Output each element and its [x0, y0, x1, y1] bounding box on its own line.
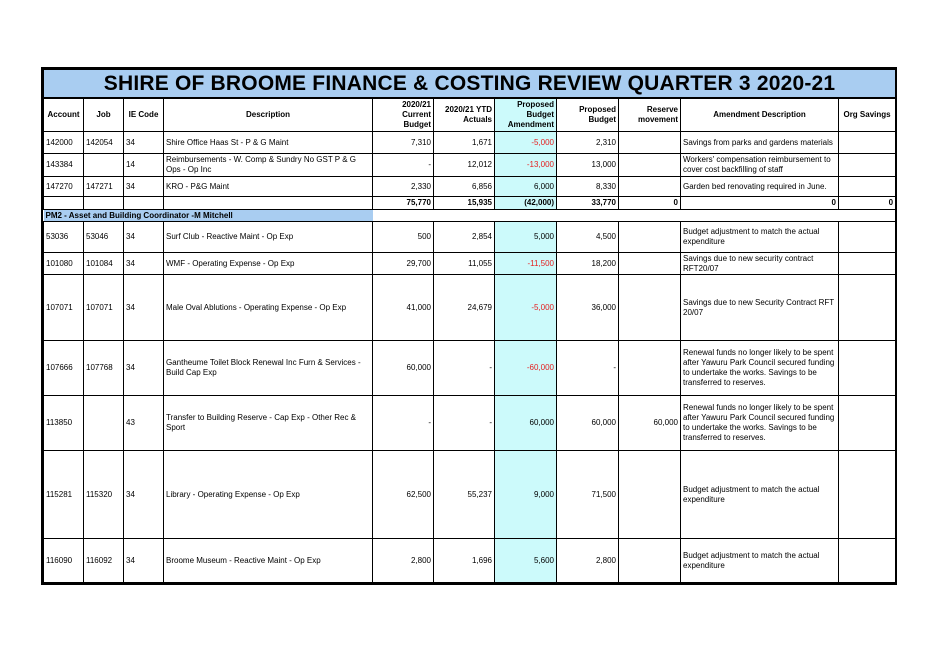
cell-ie-code: 34: [124, 451, 164, 539]
section-header-row: [44, 210, 896, 222]
header-proposed-budget: Proposed Budget: [557, 98, 619, 132]
cell-description: Broome Museum - Reactive Maint - Op Exp: [164, 539, 373, 583]
cell-reserve: [619, 275, 681, 341]
cell-amendment-description: Renewal funds no longer likely to be spent after Yawuru Park Council secured funding to undertake the works. Savings to be transferred to reserves.: [681, 341, 839, 396]
cell-reserve: [619, 154, 681, 177]
cell-ie-code: 34: [124, 539, 164, 583]
cell-amendment-description: Workers' compensation reimbursement to cover cost backfilling of staff: [681, 154, 839, 177]
cell-account: 107666: [44, 341, 84, 396]
cell-proposed-budget: 2,310: [557, 132, 619, 154]
cell-amendment: -60,000: [495, 341, 557, 396]
cell-reserve: [619, 177, 681, 197]
cell-ytd-actuals: -: [434, 341, 495, 396]
cell-amendment: 6,000: [495, 177, 557, 197]
cell-job: [84, 396, 124, 451]
cell-ie-code: 34: [124, 341, 164, 396]
cell-reserve: [619, 132, 681, 154]
total-amendment-description: 0: [681, 197, 839, 210]
cell-ie-code: 34: [124, 253, 164, 275]
header-ytd-actuals: 2020/21 YTD Actuals: [434, 98, 495, 132]
cell-reserve: 60,000: [619, 396, 681, 451]
table-row: [44, 396, 896, 451]
cell-amendment-description: Renewal funds no longer likely to be spent after Yawuru Park Council secured funding to undertake the works. Savings to be transferred to reserves.: [681, 396, 839, 451]
finance-review-sheet: [41, 67, 897, 585]
table-row: [44, 275, 896, 341]
cell-current-budget: -: [373, 154, 434, 177]
finance-table: [43, 69, 896, 583]
cell-job: 116092: [84, 539, 124, 583]
cell-job: [84, 154, 124, 177]
cell-org-savings: [839, 451, 896, 539]
cell-description: Male Oval Ablutions - Operating Expense - Op Exp: [164, 275, 373, 341]
cell-amendment-description: Savings from parks and gardens materials: [681, 132, 839, 154]
cell-job: 107071: [84, 275, 124, 341]
total-ytd-actuals: 15,935: [434, 197, 495, 210]
cell-amendment: -5,000: [495, 132, 557, 154]
cell-org-savings: [839, 154, 896, 177]
cell-amendment-description: Budget adjustment to match the actual expenditure: [681, 451, 839, 539]
table-row: [44, 177, 896, 197]
cell-org-savings: [839, 177, 896, 197]
cell-amendment-description: Savings due to new security contract RFT20/07: [681, 253, 839, 275]
cell-amendment-description: Budget adjustment to match the actual expenditure: [681, 222, 839, 253]
cell-account: 143384: [44, 154, 84, 177]
cell-ytd-actuals: -: [434, 396, 495, 451]
cell-description: WMF - Operating Expense - Op Exp: [164, 253, 373, 275]
header-reserve-movement: Reserve movement: [619, 98, 681, 132]
table-row: [44, 222, 896, 253]
cell-reserve: [619, 222, 681, 253]
cell-account: 147270: [44, 177, 84, 197]
cell-ytd-actuals: 1,696: [434, 539, 495, 583]
cell-amendment-description: Savings due to new Security Contract RFT 20/07: [681, 275, 839, 341]
header-amendment-description: Amendment Description: [681, 98, 839, 132]
cell-ie-code: 34: [124, 275, 164, 341]
cell-current-budget: 62,500: [373, 451, 434, 539]
cell-current-budget: 2,330: [373, 177, 434, 197]
cell-amendment: 5,000: [495, 222, 557, 253]
header-account: Account: [44, 98, 84, 132]
total-current-budget: 75,770: [373, 197, 434, 210]
cell-job: 147271: [84, 177, 124, 197]
table-row: [44, 341, 896, 396]
section-title: PM2 - Asset and Building Coordinator -M Mitchell: [44, 210, 373, 222]
page-title: SHIRE OF BROOME FINANCE & COSTING REVIEW QUARTER 3 2020-21: [44, 70, 896, 99]
cell-amendment: 5,600: [495, 539, 557, 583]
cell-amendment: -13,000: [495, 154, 557, 177]
table-row: [44, 253, 896, 275]
cell-reserve: [619, 341, 681, 396]
cell-ie-code: 34: [124, 132, 164, 154]
cell-job: 115320: [84, 451, 124, 539]
cell-current-budget: -: [373, 396, 434, 451]
total-org-savings: 0: [839, 197, 896, 210]
cell-current-budget: 60,000: [373, 341, 434, 396]
cell-ytd-actuals: 6,856: [434, 177, 495, 197]
cell-current-budget: 29,700: [373, 253, 434, 275]
total-reserve: 0: [619, 197, 681, 210]
header-job: Job: [84, 98, 124, 132]
cell-proposed-budget: 60,000: [557, 396, 619, 451]
cell-description: Library - Operating Expense - Op Exp: [164, 451, 373, 539]
cell-ytd-actuals: 11,055: [434, 253, 495, 275]
cell-ie-code: 14: [124, 154, 164, 177]
cell-proposed-budget: 36,000: [557, 275, 619, 341]
cell-account: 115281: [44, 451, 84, 539]
cell-proposed-budget: 8,330: [557, 177, 619, 197]
cell-account: 107071: [44, 275, 84, 341]
cell-org-savings: [839, 132, 896, 154]
cell-ytd-actuals: 12,012: [434, 154, 495, 177]
cell-account: 116090: [44, 539, 84, 583]
cell-org-savings: [839, 396, 896, 451]
cell-amendment: -11,500: [495, 253, 557, 275]
cell-ytd-actuals: 24,679: [434, 275, 495, 341]
cell-job: 101084: [84, 253, 124, 275]
table-row: [44, 154, 896, 177]
total-proposed-budget: 33,770: [557, 197, 619, 210]
header-description: Description: [164, 98, 373, 132]
cell-org-savings: [839, 253, 896, 275]
cell-reserve: [619, 451, 681, 539]
cell-current-budget: 7,310: [373, 132, 434, 154]
cell-current-budget: 500: [373, 222, 434, 253]
cell-description: Surf Club - Reactive Maint - Op Exp: [164, 222, 373, 253]
cell-org-savings: [839, 222, 896, 253]
cell-job: 107768: [84, 341, 124, 396]
cell-proposed-budget: 2,800: [557, 539, 619, 583]
cell-amendment-description: Garden bed renovating required in June.: [681, 177, 839, 197]
cell-current-budget: 2,800: [373, 539, 434, 583]
cell-account: 142000: [44, 132, 84, 154]
cell-account: 53036: [44, 222, 84, 253]
cell-ie-code: 34: [124, 177, 164, 197]
header-current-budget: 2020/21 Current Budget: [373, 98, 434, 132]
cell-ytd-actuals: 55,237: [434, 451, 495, 539]
cell-description: Reimbursements - W. Comp & Sundry No GST P & G Ops - Op Inc: [164, 154, 373, 177]
cell-current-budget: 41,000: [373, 275, 434, 341]
cell-job: 142054: [84, 132, 124, 154]
table-row: [44, 132, 896, 154]
table-row: [44, 539, 896, 583]
cell-ie-code: 43: [124, 396, 164, 451]
cell-reserve: [619, 253, 681, 275]
cell-job: 53046: [84, 222, 124, 253]
cell-description: Transfer to Building Reserve - Cap Exp - Other Rec & Sport: [164, 396, 373, 451]
table-row: [44, 451, 896, 539]
header-proposed-amendment: Proposed Budget Amendment: [495, 98, 557, 132]
header-org-savings: Org Savings: [839, 98, 896, 132]
cell-org-savings: [839, 275, 896, 341]
cell-proposed-budget: 13,000: [557, 154, 619, 177]
cell-proposed-budget: 18,200: [557, 253, 619, 275]
cell-account: 101080: [44, 253, 84, 275]
cell-proposed-budget: 71,500: [557, 451, 619, 539]
cell-amendment-description: Budget adjustment to match the actual expenditure: [681, 539, 839, 583]
cell-org-savings: [839, 341, 896, 396]
cell-ytd-actuals: 1,671: [434, 132, 495, 154]
cell-reserve: [619, 539, 681, 583]
cell-amendment: 60,000: [495, 396, 557, 451]
cell-ytd-actuals: 2,854: [434, 222, 495, 253]
cell-amendment: 9,000: [495, 451, 557, 539]
totals-row: [44, 197, 896, 210]
cell-description: KRO - P&G Maint: [164, 177, 373, 197]
total-amendment: (42,000): [495, 197, 557, 210]
cell-ie-code: 34: [124, 222, 164, 253]
cell-account: 113850: [44, 396, 84, 451]
cell-amendment: -5,000: [495, 275, 557, 341]
cell-proposed-budget: 4,500: [557, 222, 619, 253]
cell-proposed-budget: -: [557, 341, 619, 396]
cell-description: Shire Office Haas St - P & G Maint: [164, 132, 373, 154]
cell-org-savings: [839, 539, 896, 583]
header-ie-code: IE Code: [124, 98, 164, 132]
header-row: [44, 98, 896, 132]
cell-description: Gantheume Toilet Block Renewal Inc Furn & Services - Build Cap Exp: [164, 341, 373, 396]
